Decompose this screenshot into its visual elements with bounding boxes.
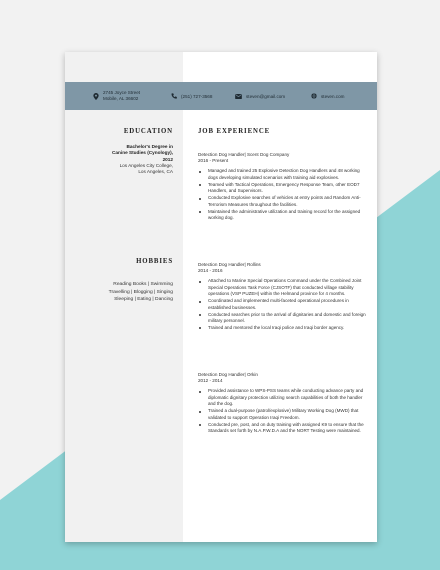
contact-website[interactable] — [311, 82, 345, 110]
job-entry-1 — [198, 152, 368, 222]
job-title: Detection Dog Handler| Orkin — [198, 372, 258, 377]
duty-item: Conducted Explosive searches of vehicles at entry points and Random Anti-Terrorism Measures throughout the facilities. — [198, 195, 368, 208]
job-header — [198, 372, 368, 384]
job-title: Detection Dog Handler| Rollins — [198, 262, 261, 267]
resume-page — [65, 52, 377, 542]
job-entry-2 — [198, 262, 368, 332]
duty-list — [198, 168, 368, 221]
job-entry-3 — [198, 372, 368, 435]
degree-year: 2012 — [162, 156, 173, 162]
duty-item: Provided assistance to WPS-PSS teams while conducting advance party and diplomatic dignitary protection utilizing search capabilities of both the handler and the dog. — [198, 388, 368, 407]
duty-item: Managed and trained 25 Explosive Detection Dog Handlers and 48 working dogs developing simulated scenarios with training aid explosives. — [198, 168, 368, 181]
address-line-1: 2745 Joyce Street — [103, 90, 141, 95]
mail-icon — [235, 94, 242, 99]
degree-line-1: Bachelor's Degree in — [126, 144, 173, 149]
contact-bar — [65, 82, 377, 110]
duty-list — [198, 278, 368, 331]
job-experience-heading: JOB EXPERIENCE — [198, 128, 271, 135]
duty-item: Trained and mentored the local Iraqi police and Iraqi border agency. — [198, 325, 368, 331]
phone-text: (251) 727-3568 — [181, 93, 213, 99]
website-text: steven.com — [321, 93, 345, 99]
job-header — [198, 262, 368, 274]
job-dates: 2012 - 2014 — [198, 378, 223, 384]
job-dates: 2016 - Present — [198, 158, 229, 164]
duty-item: Trained a dual-purpose (patrol/explosive) Military Working Dog (MWD) that validated to support Operation Iraqi Freedom. — [198, 408, 368, 421]
address-line-2: Mobile, AL 36602 — [103, 96, 139, 101]
duty-item: Maintained the administrative utilization and training record for the assigned working dog. — [198, 209, 368, 222]
education-heading: EDUCATION — [123, 128, 173, 135]
duty-item: Attached to Marine Special Operations Command under the Combined Joint Special Operations Task Force (CJSOTF) that conducted village stability operations (VSP PUZEH) within the Helmand province for 4 months. — [198, 278, 368, 297]
hobbies-line: Sleeping | Eating | Dancing — [114, 297, 173, 303]
job-header — [198, 152, 368, 164]
education-entry — [65, 144, 173, 175]
duty-list — [198, 388, 368, 434]
contact-email[interactable] — [235, 82, 285, 110]
phone-icon — [171, 93, 177, 99]
job-title: Detection Dog Handler| Scent Dog Company — [198, 152, 290, 157]
email-text: steven@gmail.com — [246, 93, 286, 99]
duty-item: Coordinated and implemented multi-faceted operational procedures in established businesses. — [198, 298, 368, 311]
contact-address — [93, 82, 140, 110]
duty-item: Conducted searches prior to the arrival of dignitaries and domestic and foreign military personnel. — [198, 312, 368, 325]
hobbies-heading: HOBBIES — [136, 258, 173, 265]
hobbies-line: Reading Books | Swimming — [113, 282, 173, 287]
hobbies-list — [65, 281, 173, 304]
contact-phone[interactable] — [171, 82, 212, 110]
job-dates: 2014 - 2016 — [198, 268, 223, 274]
degree-line-2: Canine Studies (Cynology), — [112, 150, 173, 156]
hobbies-line: Travelling | Blogging | Singing — [108, 289, 173, 295]
map-pin-icon — [93, 93, 99, 100]
duty-item: Conducted pre, post, and on duty training with assigned K9 to ensure that the Standards set forth by N.A.P.W.D.A and the NORT Testing were maintained. — [198, 422, 368, 435]
globe-icon — [311, 93, 317, 99]
school-name: Los Angeles City College, — [119, 162, 173, 168]
school-location: Los Angeles, CA — [138, 169, 173, 175]
duty-item: Teamed with Tactical Operations, Emergency Response Team, other EOD7 Handlers, and Supervisors. — [198, 182, 368, 195]
